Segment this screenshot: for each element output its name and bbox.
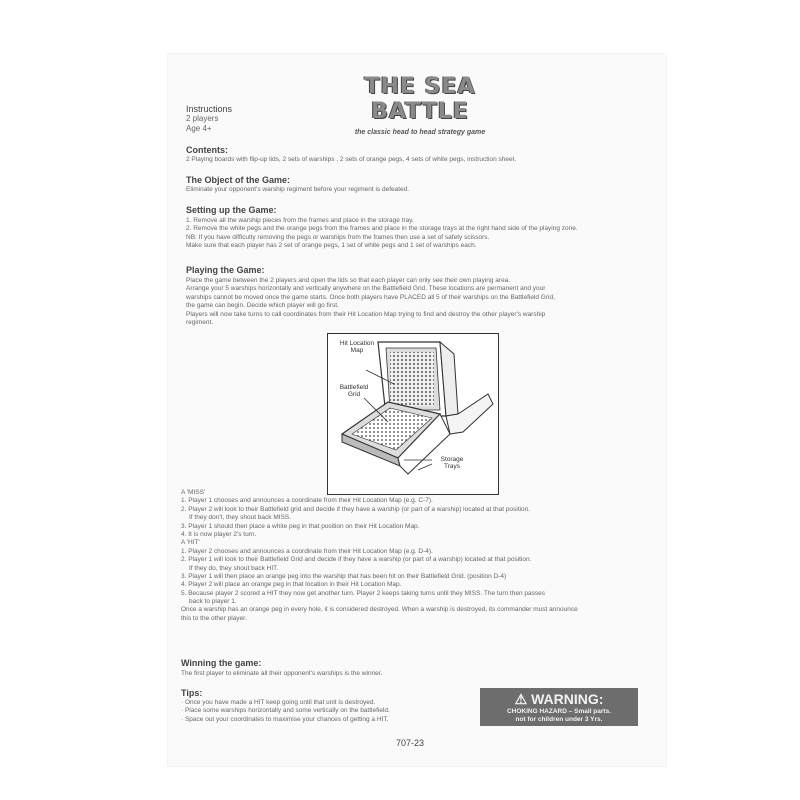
object-text: Eliminate your opponent's warship regiment before your regiment is defeated.: [186, 186, 410, 193]
game-board-illustration: [327, 333, 499, 495]
label-line: Storage: [440, 456, 464, 463]
warning-line-1: CHOKING HAZARD – Small parts.: [506, 708, 612, 715]
setup-line: 1. Remove all the warship pieces from the frames and place in the storage tray.: [186, 217, 414, 224]
rules-line: 3. Player 1 will then place an orange peg into the warship that has been hit on their Battlefield Grid. (position D-4): [181, 572, 507, 580]
age-rating: Age 4+: [186, 124, 212, 133]
rules-line: A 'MISS': [181, 489, 206, 496]
setup-line: 2. Remove the white pegs and the orange pegs from the frames and place in the storage trays at the right hand side of the playing zone.: [186, 225, 578, 233]
playing-line: Place the game between the 2 players and open the lids so that each player can only see their own playing area.: [186, 277, 511, 284]
winning-heading: Winning the game:: [181, 658, 262, 668]
rules-line: If they don't, they shout back MISS.: [189, 514, 292, 522]
rules-line: 4. It is now player 2's turn.: [181, 530, 257, 538]
tip-item: · Space out your coordinates to maximise your chances of getting a HIT.: [181, 715, 389, 723]
label-line: Hit Location: [339, 340, 375, 347]
playing-line: warships cannot be moved once the game starts. Once both players have PLACED all 5 of their warships on the Battlefield Grid,: [186, 293, 555, 301]
rules-line: back to player 1.: [189, 598, 237, 606]
rules-line: 2. Player 1 will look to their Battlefield Grid and decide if they have a warship (or part of a warship) located at that position.: [181, 556, 532, 564]
winning-text: The first player to eliminate all their opponent's warships is the winner.: [181, 670, 383, 677]
label-battlefield-grid: [330, 384, 378, 398]
rules-line: 1. Player 2 chooses and announces a coordinate from their Hit Location Map (e.g. D-4).: [181, 547, 433, 555]
rules-line: If they do, they shout back HIT.: [189, 564, 279, 572]
playing-line: Players will now take turns to call coordinates from their Hit Location Map trying to find and destroy the other player's warship: [186, 310, 546, 318]
product-code: 707-23: [396, 738, 425, 748]
rules-line: 3. Player 1 should then place a white peg in that position on their Hit Location Map.: [181, 522, 420, 530]
intro-block: [186, 104, 232, 134]
rules-text: [181, 489, 656, 623]
label-hit-location-map: [332, 340, 382, 354]
warning-title: [480, 690, 638, 708]
tip-item: · Once you have made a HIT keep going until that unit is destroyed.: [181, 699, 376, 706]
instructions-label: Instructions: [186, 104, 233, 114]
rules-line: 2. Player 2 will look to their Battlefield grid and decide if they have a warship (or part of a warship) located at that position.: [181, 505, 531, 513]
tips-text: [181, 699, 471, 724]
rules-line: 5. Because player 2 scored a HIT they now get another turn. Player 2 keeps taking turns until they MISS. The turn then passes: [181, 589, 545, 597]
setup-line: Make sure that each player has 2 set of orange pegs, 1 set of white pegs and 1 set of warships each.: [186, 242, 477, 250]
label-storage-trays: [432, 456, 472, 470]
playing-line: regiment.: [186, 318, 214, 326]
rules-line: 4. Player 2 will place an orange peg in that location in their Hit Location Map.: [181, 581, 402, 589]
title-line-2: BATTLE: [371, 99, 469, 124]
playing-heading: Playing the Game:: [186, 265, 265, 275]
rules-line: 1. Player 1 chooses and announces a coordinate from their Hit Location Map (e.g. C-7).: [181, 497, 433, 505]
label-line: Grid: [347, 391, 361, 398]
choking-hazard-warning: [480, 688, 638, 726]
board-drawing: [328, 334, 498, 494]
setup-line: NB: If you have difficulty removing the pegs or warships from the frames then use a set of safety scissors.: [186, 233, 490, 241]
game-subtitle: the classic head to head strategy game: [354, 129, 486, 136]
setup-heading: Setting up the Game:: [186, 205, 277, 215]
contents-text: 2 Playing boards with flip-up lids, 2 sets of warships , 2 sets of orange pegs, 4 sets of white pegs, instruction sheet.: [186, 156, 517, 163]
label-line: Battlefield: [339, 384, 369, 391]
tip-item: · Place some warships horizontally and some vertically on the battlefield.: [181, 707, 390, 715]
warning-line-2: not for children under 3 Yrs.: [515, 716, 603, 723]
playing-line: Arrange your 5 warships horizontally and vertically anywhere on the Battlefield Grid. These locations are permanent and your: [186, 285, 546, 293]
label-line: Map: [350, 347, 364, 354]
rules-line: A 'HIT': [181, 539, 200, 547]
warning-triangle-icon: ⚠: [514, 691, 528, 707]
rules-line: Once a warship has an orange peg in every hole, it is considered destroyed. When a warship is destroyed, its commander must announce: [181, 606, 578, 614]
title-line-1: THE SEA: [364, 74, 476, 99]
playing-text: [186, 277, 661, 327]
playing-line: the game can begin. Decide which player will go first.: [186, 302, 339, 310]
tips-heading: Tips:: [181, 688, 203, 698]
contents-heading: Contents:: [186, 145, 228, 155]
setup-text: [186, 217, 661, 251]
object-heading: The Object of the Game:: [186, 175, 291, 185]
rules-line: this to the other player.: [181, 614, 247, 622]
label-line: Trays: [443, 463, 460, 470]
game-title: [350, 74, 490, 124]
players-count: 2 players: [186, 114, 219, 123]
warning-title-text: WARNING:: [531, 691, 604, 707]
